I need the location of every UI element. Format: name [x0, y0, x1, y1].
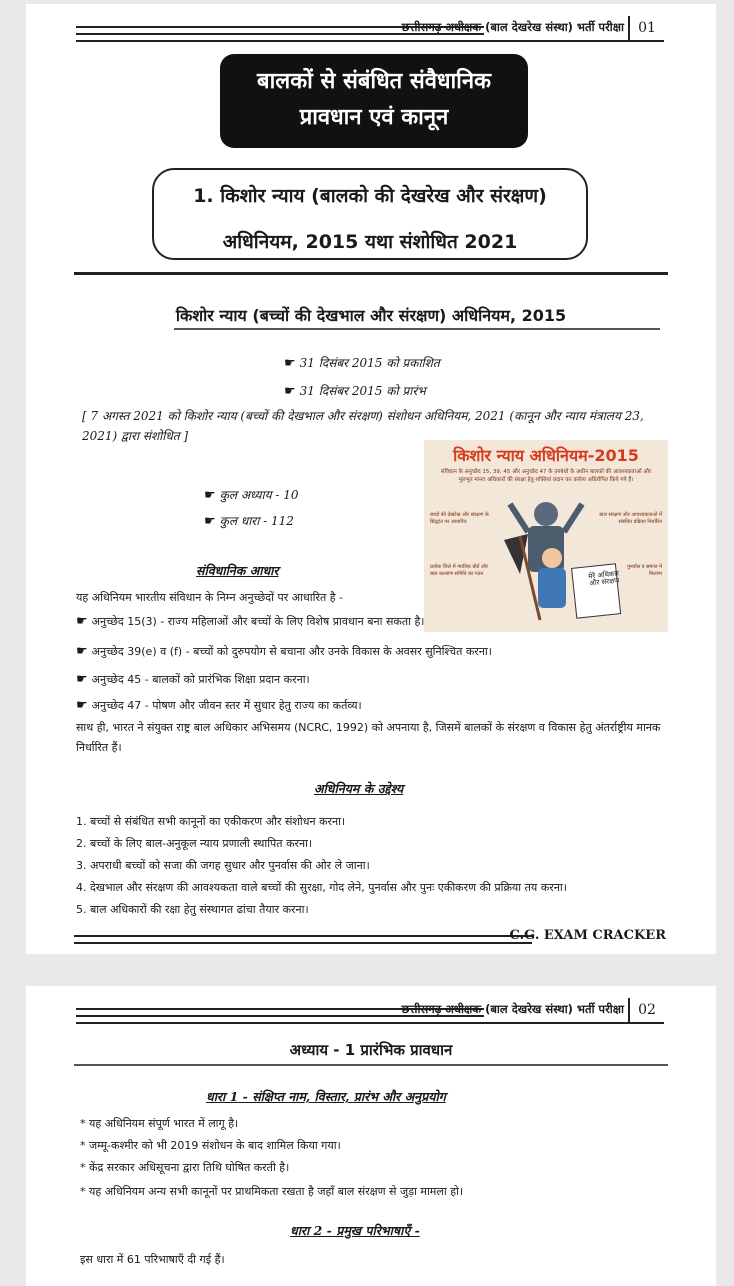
amendment-note: [ 7 अगस्त 2021 को किशोर न्याय (बच्चों की देखभाल और संरक्षण) संशोधन अधिनियम, 2021 (कानून और न्याय मंत्रालय 23, 2021) द्वारा संशोधित ] [82, 409, 644, 443]
list-item: * केंद्र सरकार अधिसूचना द्वारा तिथि घोषित करती है। [80, 1161, 290, 1174]
list-item: 1. बच्चों से संबंधित सभी कानूनों का एकीकरण और संशोधन करना। [76, 815, 346, 828]
list-item: ☛ अनुच्छेद 45 - बालकों को प्रारंभिक शिक्षा प्रदान करना। [76, 672, 310, 687]
act-poster-image [424, 440, 668, 632]
section-1-heading: धारा 1 - संक्षिप्त नाम, विस्तार, प्रारंभ और अनुप्रयोग [206, 1089, 446, 1104]
poster-note: बाल संरक्षण और आवश्यकताओं में संबंधित प्रक्रिया निर्धारित [599, 512, 662, 525]
constitutional-basis-heading: संविधानिक आधार [196, 563, 279, 578]
pointing-hand-icon: ☛ [284, 384, 296, 399]
list-item: ☛ अनुच्छेद 39(e) व (f) - बच्चों को दुरुपयोग से बचाना और उनके विकास के अवसर सुनिश्चित करना। [76, 644, 492, 659]
footer-rule [74, 935, 532, 944]
header-underline [76, 40, 664, 42]
page-header [76, 16, 664, 42]
page-2 [26, 986, 716, 1286]
list-item: 4. देखभाल और संरक्षण की आवश्यकता वाले बच्चों की सुरक्षा, गोद लेने, पुनर्वास और पुनः एकीकरण की प्रक्रिया तय करना। [76, 881, 567, 894]
poster-note: बच्चों की देखरेख और संरक्षण के सिद्धांत पर आधारित [430, 512, 489, 525]
footer-brand: C.G. EXAM CRACKER [509, 928, 666, 943]
page-footer [74, 928, 666, 952]
poster-illustration [424, 440, 668, 632]
pointing-hand-icon: ☛ [76, 698, 88, 713]
pointing-hand-icon: ☛ [284, 356, 296, 371]
header-title: छत्तीसगढ़ अधीक्षक (बाल देखरेख संस्था) भर्ती परीक्षा [401, 20, 624, 34]
act-title-line-2: अधिनियम, 2015 यथा संशोधित 2021 [222, 231, 518, 253]
page-number: 01 [628, 16, 664, 40]
pointing-hand-icon: ☛ [76, 614, 88, 629]
list-item: * यह अधिनियम संपूर्ण भारत में लागू है। [80, 1117, 239, 1130]
main-title-line-1: बालकों से संबंधित संवैधानिक [257, 69, 491, 94]
poster-note: पुनर्वास व समाज में मिलाना [627, 564, 662, 577]
page-header [76, 998, 664, 1024]
poster-note: प्रत्येक जिले में न्यायिक बोर्ड और बाल कल्याण समिति का गठन [430, 564, 489, 577]
list-item: * जम्मू-कश्मीर को भी 2019 संशोधन के बाद शामिल किया गया। [80, 1139, 341, 1152]
page-1 [26, 4, 716, 954]
date-published: ☛ 31 दिसंबर 2015 को प्रकाशित [284, 356, 440, 371]
constitutional-basis-intro: यह अधिनियम भारतीय संविधान के निम्न अनुच्छेदों पर आधारित है - [76, 591, 344, 604]
stat-chapters: ☛ कुल अध्याय - 10 [204, 488, 299, 503]
ncrc-paragraph: साथ ही, भारत ने संयुक्त राष्ट्र बाल अधिकार अभिसमय (NCRC, 1992) को अपनाया है, जिसमें बालकों के संरक्षण व विकास हेतु अंतर्राष्ट्रीय मानक निर्धारित हैं। [76, 721, 661, 754]
act-heading: किशोर न्याय (बच्चों की देखभाल और संरक्षण) अधिनियम, 2015 [175, 306, 567, 325]
poster-subtitle: संविधान के अनुच्छेद 15, 39, 45 और अनुच्छेद 47 के उपबंधों के अधीन बालकों की आवश्यकताओं और मूलभूत मानव अधिकारों की संरक्षा हेतु शक्तियां प्रदान कर कर्तव्य अधिरोपित किये गये हैं। [440, 469, 652, 483]
act-title-box [152, 168, 588, 260]
pointing-hand-icon: ☛ [204, 488, 216, 503]
act-title-line-1: 1. किशोर न्याय (बालको की देखरेख और संरक्षण) [193, 185, 547, 207]
pointing-hand-icon: ☛ [204, 514, 216, 529]
main-title-line-2: प्रावधान एवं कानून [299, 105, 449, 130]
objectives-heading: अधिनियम के उद्देश्य [314, 781, 404, 796]
header-underline [76, 1022, 664, 1024]
poster-sign-text: मेरे अधिकार और संरक्षण [587, 569, 620, 588]
list-item: 5. बाल अधिकारों की रक्षा हेतु संस्थागत ढांचा तैयार करना। [76, 903, 309, 916]
divider [74, 272, 668, 275]
header-title: छत्तीसगढ़ अधीक्षक (बाल देखरेख संस्था) भर्ती परीक्षा [401, 1002, 624, 1016]
list-item: 2. बच्चों के लिए बाल-अनुकूल न्याय प्रणाली स्थापित करना। [76, 837, 313, 850]
list-item: 3. अपराधी बच्चों को सजा की जगह सुधार और पुनर्वास की ओर ले जाना। [76, 859, 370, 872]
chapter-heading: अध्याय - 1 प्रारंभिक प्रावधान [289, 1041, 453, 1059]
date-commenced: ☛ 31 दिसंबर 2015 को प्रारंभ [284, 384, 426, 399]
main-title-box [220, 54, 528, 148]
pointing-hand-icon: ☛ [76, 672, 88, 687]
section-2-heading: धारा 2 - प्रमुख परिभाषाएँ - [290, 1223, 420, 1238]
list-item: ☛ अनुच्छेद 15(3) - राज्य महिलाओं और बच्चों के लिए विशेष प्रावधान बना सकता है। [76, 614, 425, 629]
section-2-text: इस धारा में 61 परिभाषाएँ दी गई हैं। [80, 1253, 225, 1266]
stat-sections: ☛ कुल धारा - 112 [204, 514, 294, 529]
chapter-heading-rule [74, 1064, 668, 1066]
pointing-hand-icon: ☛ [76, 644, 88, 659]
poster-title: किशोर न्याय अधिनियम-2015 [453, 446, 639, 465]
act-heading-rule [174, 328, 660, 330]
page-number: 02 [628, 998, 664, 1022]
list-item: * यह अधिनियम अन्य सभी कानूनों पर प्राथमिकता रखता है जहाँ बाल संरक्षण से जुड़ा मामला हो। [80, 1185, 464, 1198]
list-item: ☛ अनुच्छेद 47 - पोषण और जीवन स्तर में सुधार हेतु राज्य का कर्तव्य। [76, 698, 362, 713]
